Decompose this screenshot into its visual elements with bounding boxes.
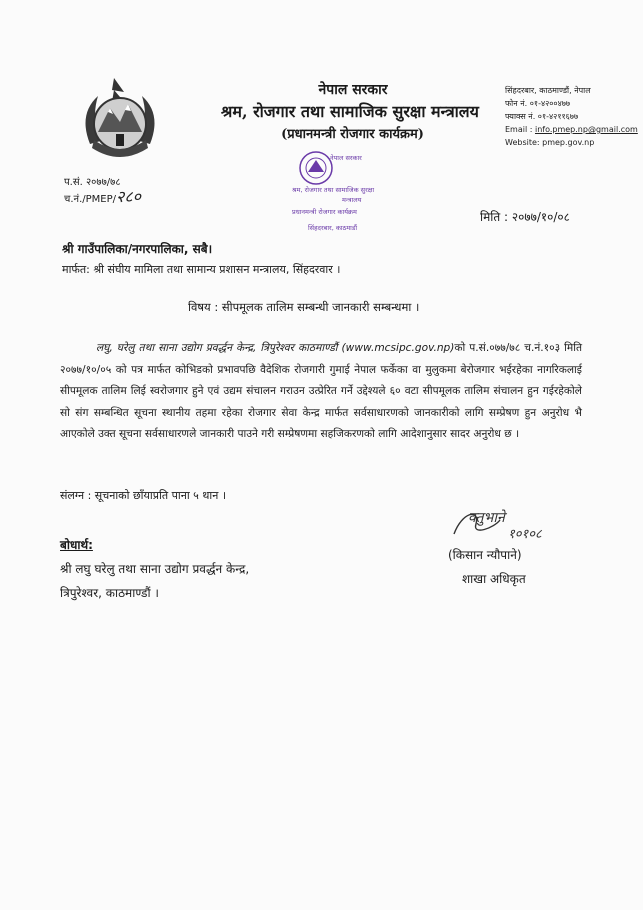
- addressee: श्री गाउँपालिका/नगरपालिका, सबै।: [62, 242, 213, 256]
- contact-address: सिंहदरबार, काठमाण्डौं, नेपाल: [505, 86, 591, 95]
- subject-line: विषय : सीपमूलक तालिम सम्बन्धी जानकारी सम्बन्धमा ।: [188, 300, 420, 314]
- attachment-line: संलग्न : सूचनाको छाँयाप्रति पाना ५ थान ।: [60, 489, 227, 502]
- letter-body: [60, 338, 582, 446]
- email-link[interactable]: info.pmep.np@gmail.com: [534, 125, 638, 134]
- cc-line-2: त्रिपुरेश्वर, काठमाण्डौं ।: [60, 586, 159, 600]
- email-label: Email :: [505, 125, 533, 134]
- dispatch-row: [64, 187, 141, 207]
- stamp-line4: प्रधानमन्त्री रोजगार कार्यक्रम: [292, 208, 357, 216]
- ministry-name: श्रम, रोजगार तथा सामाजिक सुरक्षा मन्त्रालय: [221, 102, 479, 121]
- reference-block: [64, 176, 141, 207]
- signature-handwriting: क्तुभाने: [468, 510, 505, 526]
- dispatch-prefix: च.नं./PMEP/: [64, 194, 117, 205]
- government-name: नेपाल सरकार: [318, 82, 388, 98]
- signer-title: शाखा अधिकृत: [462, 572, 526, 586]
- contact-website: Website: pmep.gov.np: [505, 138, 595, 147]
- body-url: (www.mcsipc.gov.np): [341, 342, 455, 354]
- body-text: को प.सं.०७७/७८ च.नं.१०३ मिति २०७७/१०/०५ को पत्र मार्फत कोभिडको प्रभावपछि वैदेशिक रोजगारी गुमाई नेपाल फर्केका वा मुलुकमा बेरोजगार भईरहेका नागरिकलाई सीपमूलक तालिम लिई स्वरोजगार हुने एवं उद्यम संचालन गराउन उत्प्रेरित गर्ने उद्देश्यले ६० वटा सीपमूलक तालिम संचालन हुन गईरहेकोले सो संग सम्बन्धित सूचना स्थानीय तहमा रहेका रोजगार सेवा केन्द्र मार्फत सर्वसाधारणको जानकारीको लागि सम्प्रेषण हुन अनुरोध भै आएकोले उक्त सूचना सर्वसाधारणले जानकारी पाउने गरी सम्प्रेषणमा सहजिकरणको लागि आदेशानुसार सादर अनुरोध छ ।: [60, 342, 582, 440]
- stamp-line2: श्रम, रोजगार तथा सामाजिक सुरक्षा: [292, 186, 375, 194]
- contact-fax: फ्याक्स नं. ०१-४२११६७७: [505, 112, 579, 121]
- via-line: मार्फत: श्री संघीय मामिला तथा सामान्य प्रशासन मन्त्रालय, सिंहदरवार ।: [62, 263, 341, 276]
- letter-date: मिति : २०७७/१०/०८: [480, 210, 570, 224]
- signature-mark: [450, 498, 560, 546]
- stamp-line3: मन्त्रालय: [342, 196, 362, 204]
- signature-date: १०१०८: [508, 527, 542, 542]
- contact-email-row: [505, 123, 638, 136]
- fiscal-year: प.सं. २०७७/७८: [64, 177, 121, 188]
- contact-phone: फोन नं. ०१-४२००४७७: [505, 99, 571, 108]
- stamp-line5: सिंहदरबार, काठमाडौं: [308, 224, 358, 232]
- cc-line-1: श्री लघु घरेलु तथा साना उद्योग प्रवर्द्धन केन्द्र,: [60, 562, 250, 576]
- stamp-line1: नेपाल सरकार: [330, 154, 362, 162]
- program-name: (प्रधानमन्त्री रोजगार कार्यक्रम): [281, 127, 424, 142]
- dispatch-number: २८०: [116, 187, 141, 206]
- office-stamp: [272, 142, 392, 246]
- signer-name: (किसान न्यौपाने): [448, 548, 522, 562]
- cc-label: बोधार्थ:: [60, 538, 93, 552]
- contact-block: [505, 84, 638, 149]
- body-organization: लघु, घरेलु तथा साना उद्योग प्रवर्द्धन केन्द्र, त्रिपुरेश्वर काठमाण्डौं: [96, 342, 338, 354]
